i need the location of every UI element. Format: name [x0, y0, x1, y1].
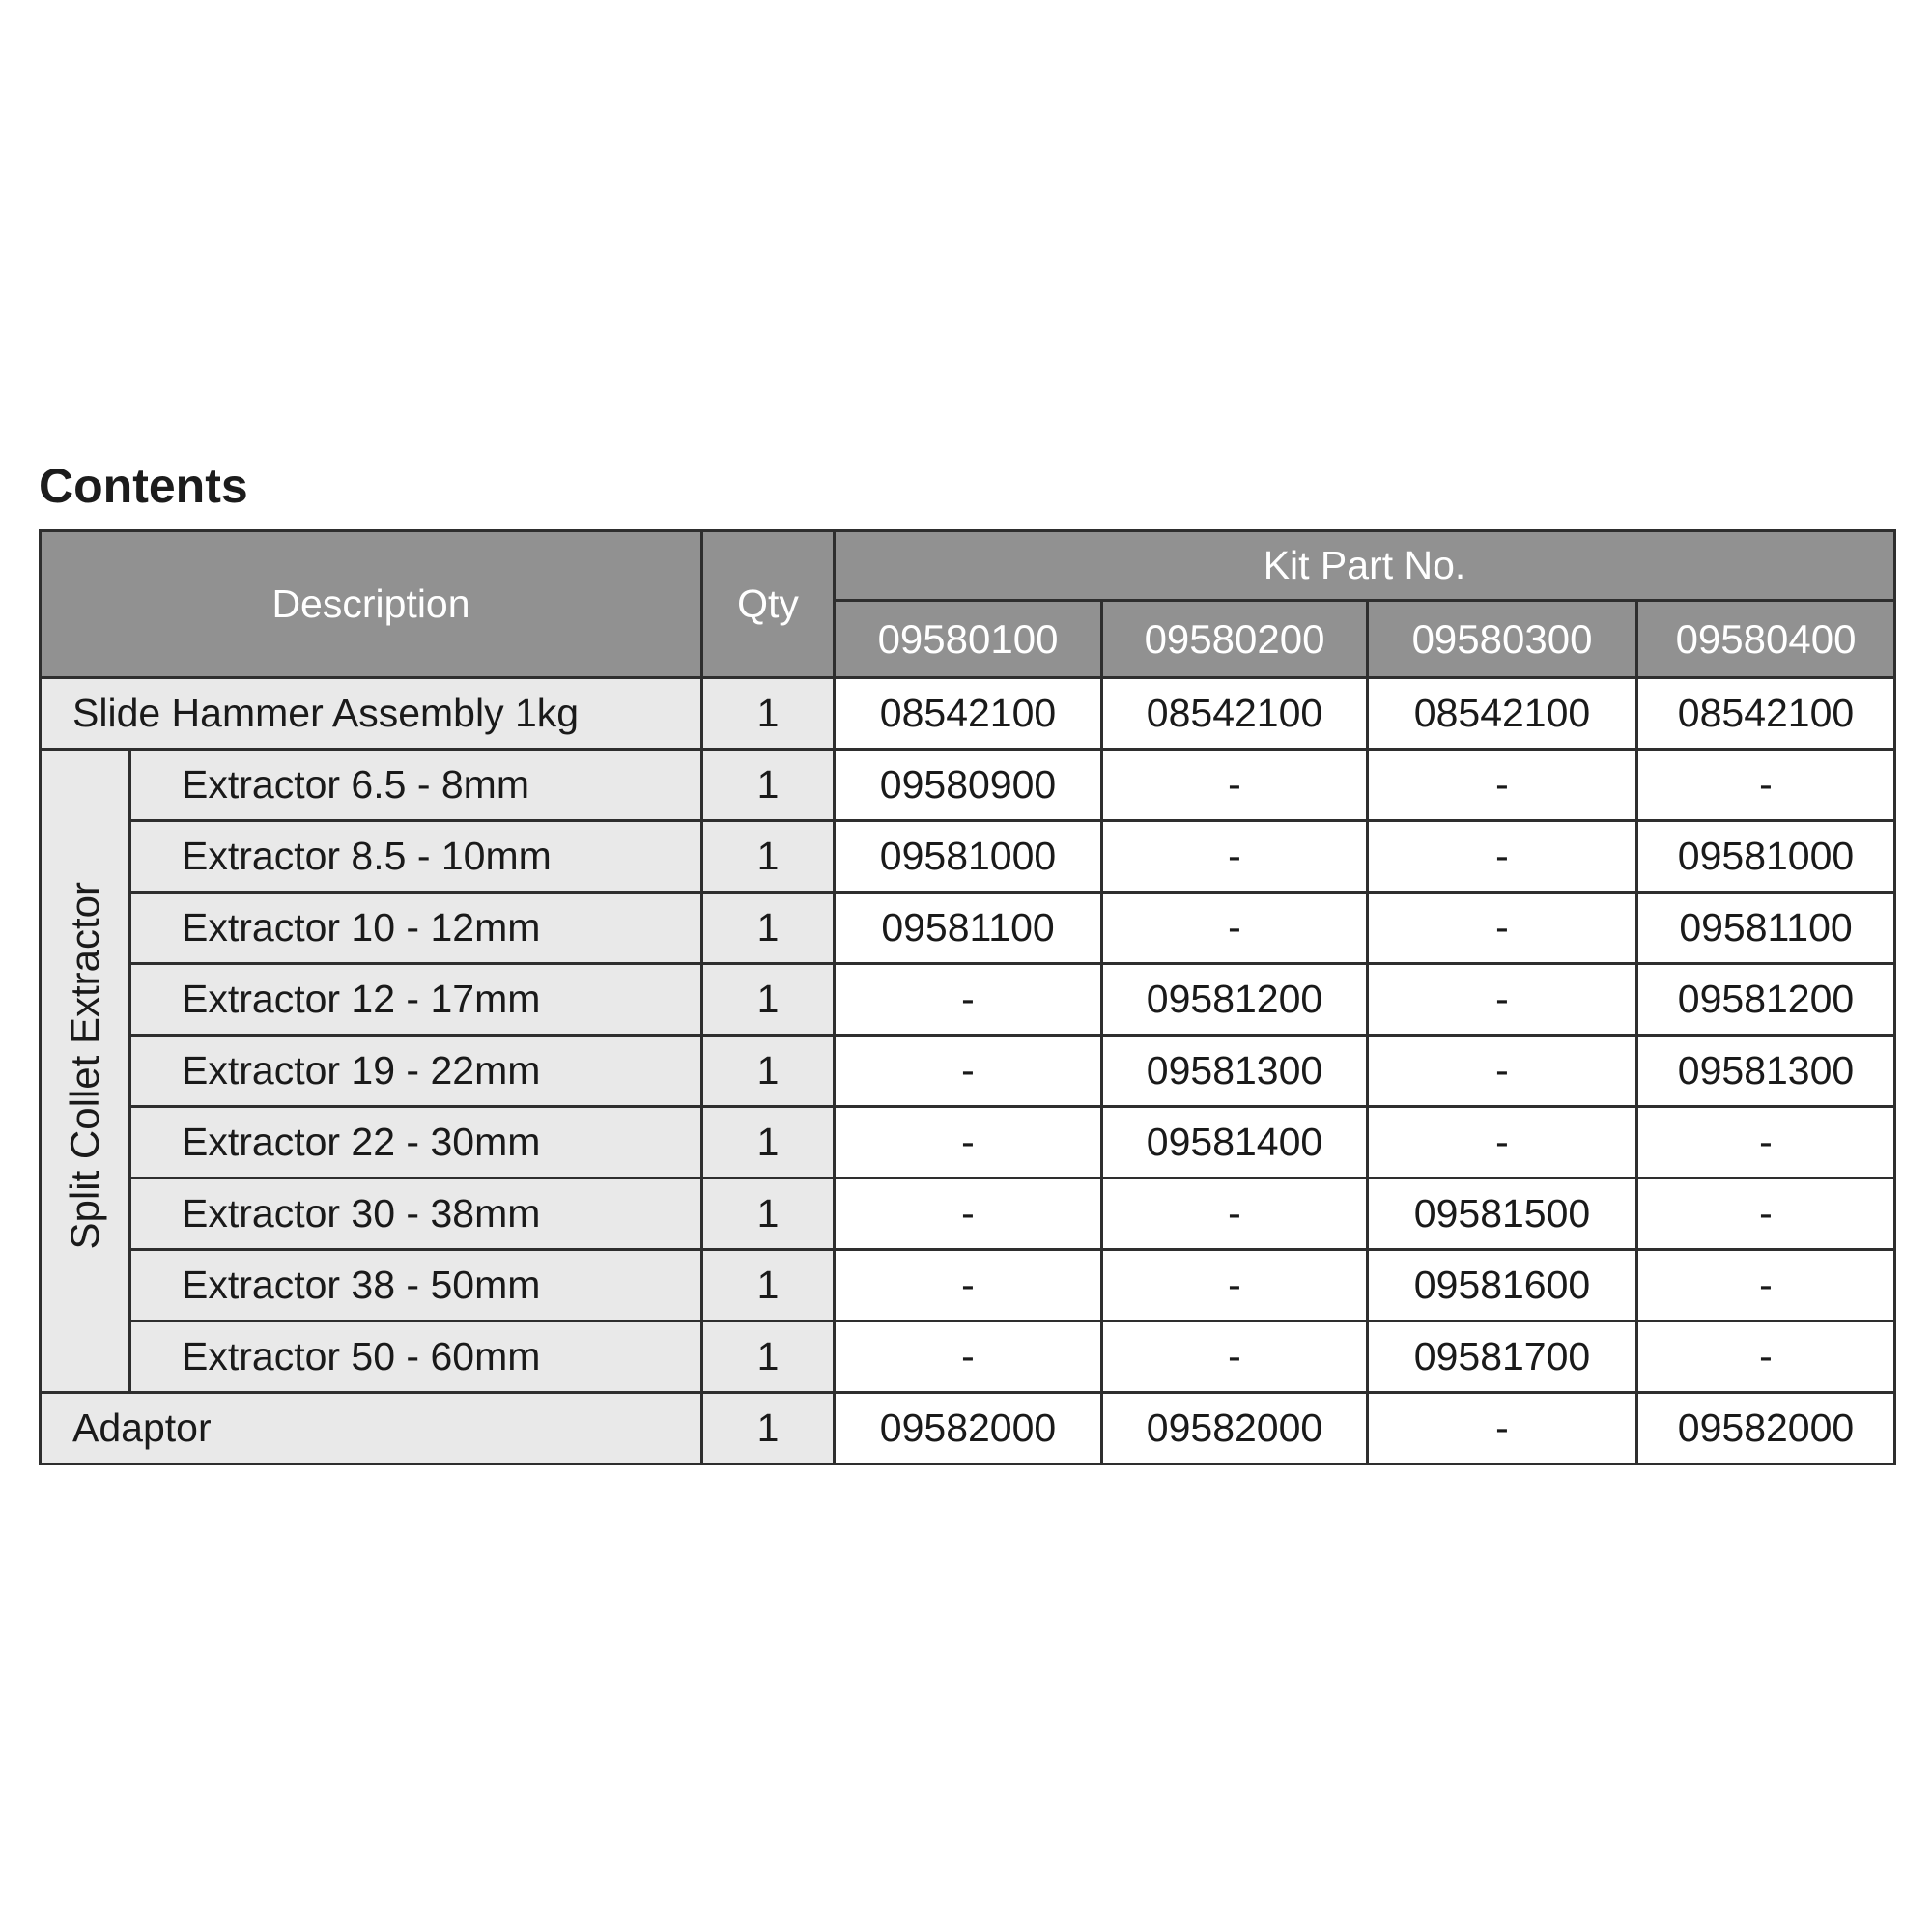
qty-cell: 1 [702, 821, 835, 893]
contents-table [39, 529, 1896, 1465]
description-cell: Extractor 50 - 60mm [130, 1321, 702, 1393]
kit-column-header: 09580200 [1102, 601, 1368, 678]
part-number-cell: 08542100 [1102, 678, 1368, 750]
description-cell: Slide Hammer Assembly 1kg [41, 678, 702, 750]
description-cell: Extractor 12 - 17mm [130, 964, 702, 1036]
table-row [41, 678, 1895, 750]
part-number-cell: - [1637, 1250, 1895, 1321]
table-row [41, 1321, 1895, 1393]
table-row [41, 964, 1895, 1036]
part-number-cell: 09581100 [1637, 893, 1895, 964]
description-cell: Extractor 30 - 38mm [130, 1179, 702, 1250]
part-number-cell: - [1368, 1393, 1637, 1464]
qty-cell: 1 [702, 964, 835, 1036]
table-row [41, 1036, 1895, 1107]
part-number-cell: - [835, 1107, 1102, 1179]
part-number-cell: 09581400 [1102, 1107, 1368, 1179]
description-cell: Extractor 22 - 30mm [130, 1107, 702, 1179]
group-label-vertical-text: Split Collet Extractor [62, 882, 107, 1250]
description-cell: Adaptor [41, 1393, 702, 1464]
table-row [41, 893, 1895, 964]
kit-column-header: 09580300 [1368, 601, 1637, 678]
description-cell: Extractor 8.5 - 10mm [130, 821, 702, 893]
part-number-cell: - [1637, 1107, 1895, 1179]
qty-cell: 1 [702, 1321, 835, 1393]
part-number-cell: 09581100 [835, 893, 1102, 964]
part-number-cell: - [835, 1321, 1102, 1393]
part-number-cell: - [1102, 893, 1368, 964]
part-number-cell: - [1637, 1321, 1895, 1393]
part-number-cell: 09581600 [1368, 1250, 1637, 1321]
table-row [41, 821, 1895, 893]
table-header [41, 531, 1895, 678]
page-title: Contents [39, 459, 248, 513]
part-number-cell: - [1368, 821, 1637, 893]
description-cell: Extractor 19 - 22mm [130, 1036, 702, 1107]
description-cell: Extractor 10 - 12mm [130, 893, 702, 964]
part-number-cell: - [1368, 750, 1637, 821]
qty-cell: 1 [702, 1179, 835, 1250]
kit-column-header: 09580400 [1637, 601, 1895, 678]
group-label-cell [41, 750, 130, 1393]
table-row [41, 1250, 1895, 1321]
kit-column-header: 09580100 [835, 601, 1102, 678]
description-cell: Extractor 38 - 50mm [130, 1250, 702, 1321]
description-cell: Extractor 6.5 - 8mm [130, 750, 702, 821]
column-header-kit-part-no: Kit Part No. [835, 531, 1895, 601]
qty-cell: 1 [702, 750, 835, 821]
part-number-cell: 09581200 [1637, 964, 1895, 1036]
part-number-cell: - [1637, 750, 1895, 821]
part-number-cell: - [1368, 1107, 1637, 1179]
part-number-cell: 09582000 [1637, 1393, 1895, 1464]
part-number-cell: - [1102, 1250, 1368, 1321]
part-number-cell: - [1368, 893, 1637, 964]
table-row [41, 750, 1895, 821]
part-number-cell: 09581300 [1102, 1036, 1368, 1107]
qty-cell: 1 [702, 1036, 835, 1107]
qty-cell: 1 [702, 1107, 835, 1179]
part-number-cell: - [835, 1179, 1102, 1250]
part-number-cell: 09581500 [1368, 1179, 1637, 1250]
part-number-cell: 08542100 [1368, 678, 1637, 750]
table-row [41, 1107, 1895, 1179]
contents-table-body [41, 678, 1895, 1464]
part-number-cell: - [1102, 821, 1368, 893]
part-number-cell: 09581000 [835, 821, 1102, 893]
qty-cell: 1 [702, 1393, 835, 1464]
part-number-cell: 09581200 [1102, 964, 1368, 1036]
part-number-cell: - [1102, 750, 1368, 821]
part-number-cell: - [1368, 964, 1637, 1036]
qty-cell: 1 [702, 678, 835, 750]
column-header-description: Description [41, 531, 702, 678]
qty-cell: 1 [702, 1250, 835, 1321]
part-number-cell: - [835, 1036, 1102, 1107]
part-number-cell: - [1102, 1321, 1368, 1393]
table-row [41, 1179, 1895, 1250]
part-number-cell: 09581700 [1368, 1321, 1637, 1393]
part-number-cell: 09582000 [1102, 1393, 1368, 1464]
qty-cell: 1 [702, 893, 835, 964]
part-number-cell: - [835, 1250, 1102, 1321]
part-number-cell: 09581000 [1637, 821, 1895, 893]
part-number-cell: 08542100 [1637, 678, 1895, 750]
part-number-cell: 08542100 [835, 678, 1102, 750]
part-number-cell: - [1637, 1179, 1895, 1250]
part-number-cell: - [835, 964, 1102, 1036]
part-number-cell: 09581300 [1637, 1036, 1895, 1107]
part-number-cell: - [1102, 1179, 1368, 1250]
part-number-cell: - [1368, 1036, 1637, 1107]
part-number-cell: 09580900 [835, 750, 1102, 821]
part-number-cell: 09582000 [835, 1393, 1102, 1464]
column-header-qty: Qty [702, 531, 835, 678]
table-row [41, 1393, 1895, 1464]
